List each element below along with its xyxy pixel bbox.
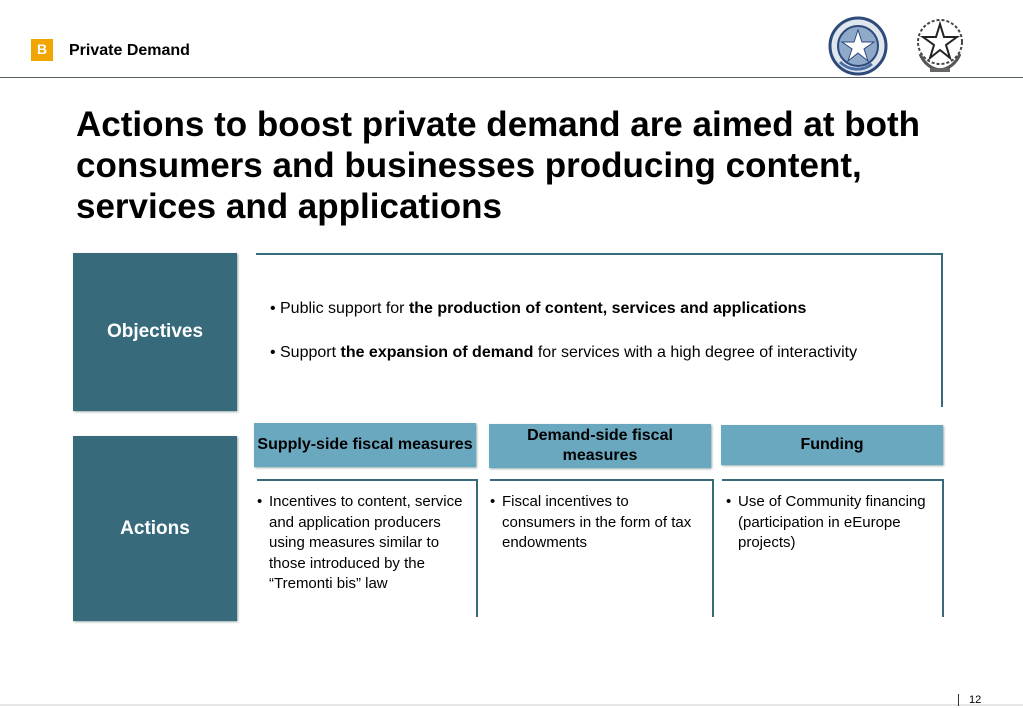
- italian-republic-emblem-icon: [912, 14, 968, 74]
- objective-emphasis: the expansion of demand: [340, 344, 534, 361]
- actions-label-box: [73, 436, 237, 621]
- section-badge: B: [31, 39, 53, 61]
- actions-label: Actions: [120, 517, 190, 539]
- bullet-icon: •: [270, 300, 276, 317]
- objectives-label-box: [73, 253, 237, 411]
- objectives-label: Objectives: [106, 321, 204, 342]
- bullet-icon: •: [726, 493, 732, 510]
- objective-item: [270, 298, 940, 320]
- header-divider: [0, 77, 1023, 78]
- action-item-demand: [490, 492, 705, 554]
- action-item-funding: [726, 492, 936, 554]
- objectives-list: [270, 298, 940, 386]
- bullet-icon: •: [490, 493, 496, 510]
- action-text: Incentives to content, service and application producers using measures similar to those introduced by the “Tremonti bis” law: [269, 493, 463, 592]
- circular-government-seal-icon: [828, 16, 888, 76]
- action-text: Use of Community financing (participation in eEurope projects): [738, 493, 926, 551]
- objective-text-end: for services with a high degree of interactivity: [533, 344, 858, 361]
- page-number-separator: [958, 694, 959, 706]
- action-text: Fiscal incentives to consumers in the form of tax endowments: [502, 493, 692, 551]
- footer-divider: [0, 704, 1023, 706]
- bullet-icon: •: [270, 344, 276, 361]
- objective-text: Public support for: [280, 300, 409, 317]
- slide-title: Actions to boost private demand are aimed at both consumers and businesses producing content, services and applications: [76, 105, 921, 226]
- column-heading-supply: Supply-side fiscal measures: [254, 423, 476, 467]
- page-number: 12: [969, 694, 982, 706]
- action-item-supply: [257, 492, 472, 595]
- column-heading-demand: Demand-side fiscal measures: [489, 424, 711, 468]
- section-title: Private Demand: [69, 42, 190, 59]
- objective-text: Support: [280, 344, 341, 361]
- bullet-icon: •: [257, 493, 263, 510]
- objective-emphasis: the production of content, services and applications: [408, 300, 807, 317]
- column-heading-funding: Funding: [721, 425, 943, 465]
- objective-item: [270, 342, 940, 364]
